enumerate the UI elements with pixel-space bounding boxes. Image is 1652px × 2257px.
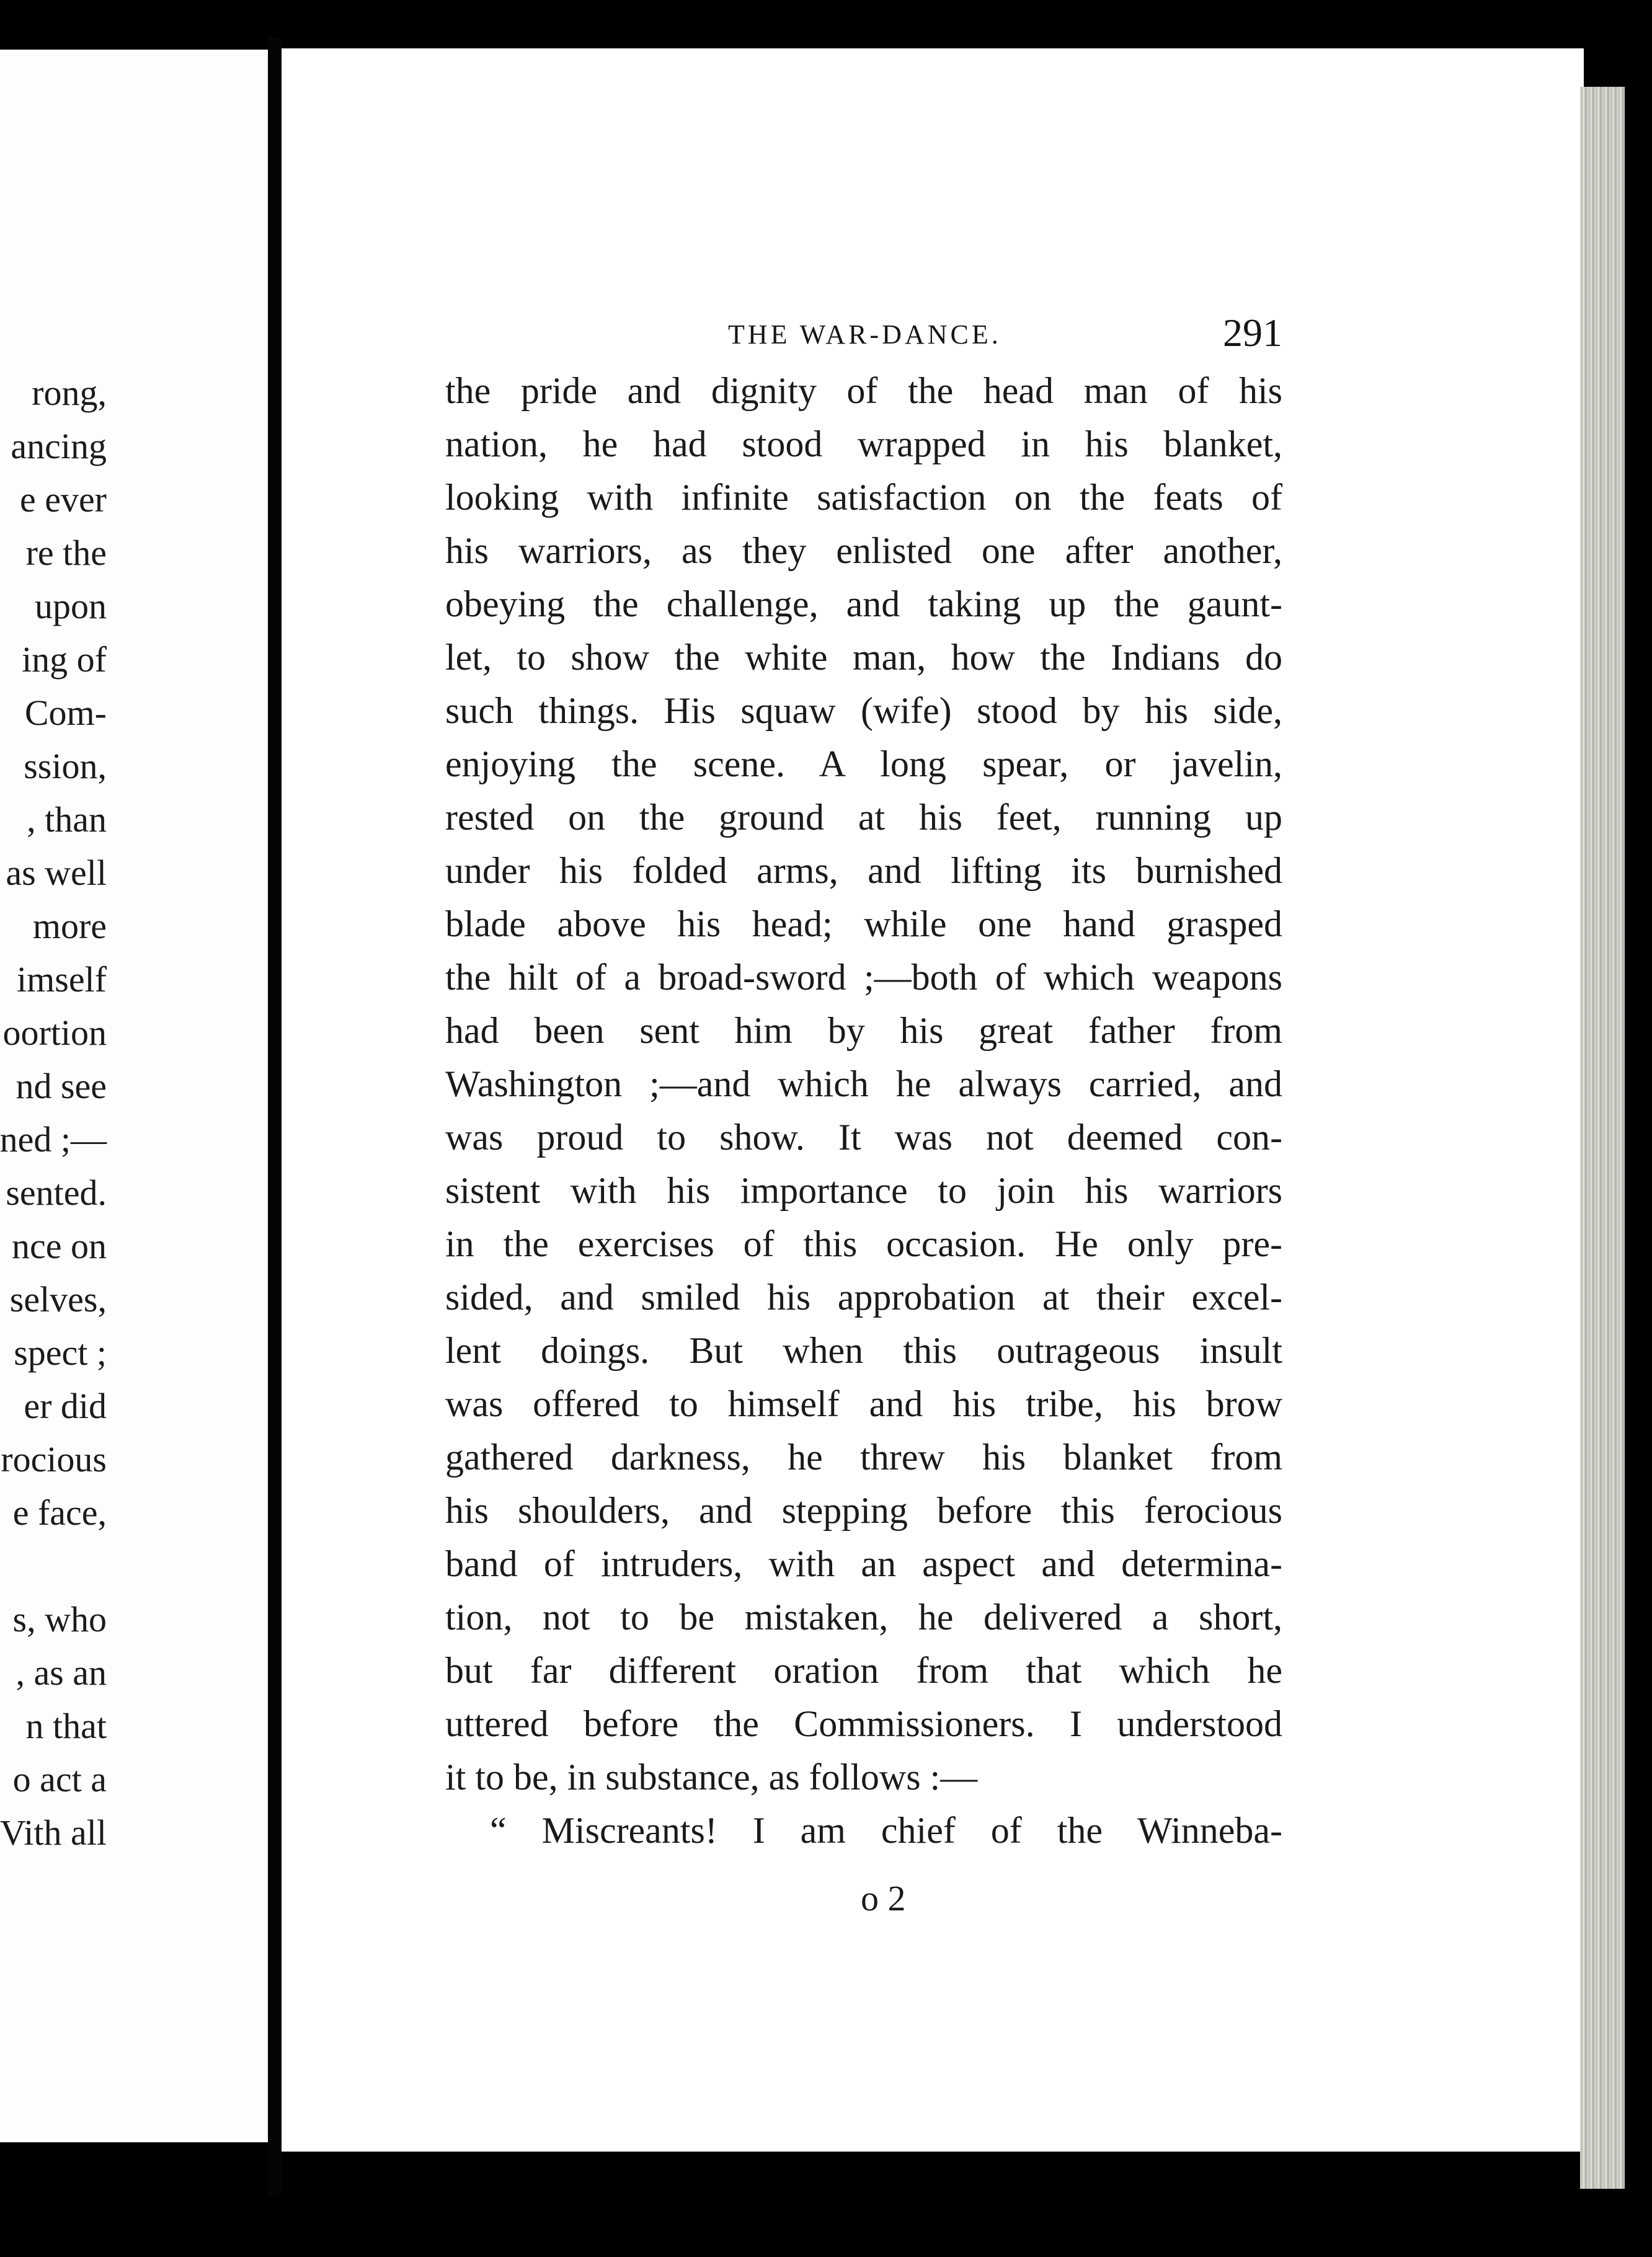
left-page-line: e face,	[12, 1492, 107, 1533]
signature-mark: o 2	[861, 1878, 906, 1918]
left-page-line: ssion,	[24, 746, 107, 786]
body-line: “ Miscreants! I am chief of the Winneba-	[490, 1810, 1282, 1851]
running-head	[282, 310, 1584, 360]
body-line: rested on the ground at his feet, running up	[445, 797, 1282, 838]
body-line: band of intruders, with an aspect and determina-	[445, 1543, 1282, 1584]
left-page-line: oortion	[2, 1013, 107, 1053]
left-page-line: more	[32, 906, 107, 946]
body-line: his shoulders, and stepping before this ferocious	[445, 1490, 1282, 1531]
left-page-line: ing of	[22, 639, 107, 680]
body-line: under his folded arms, and lifting its burnished	[445, 850, 1282, 891]
left-page-line: Vith all	[0, 1812, 107, 1853]
body-line: sistent with his importance to join his warriors	[445, 1170, 1282, 1211]
body-line: the pride and dignity of the head man of his	[445, 370, 1282, 411]
left-page-line: o act a	[12, 1759, 107, 1799]
left-page-line: s, who	[12, 1599, 107, 1639]
body-line: such things. His squaw (wife) stood by his side,	[445, 690, 1282, 731]
left-page-line: sented.	[6, 1173, 107, 1213]
left-page-line: nce on	[12, 1226, 107, 1266]
left-page-line: rocious	[1, 1439, 107, 1479]
body-line: tion, not to be mistaken, he delivered a short,	[445, 1597, 1282, 1638]
left-facing-page	[0, 50, 268, 2142]
body-line: enjoying the scene. A long spear, or javelin,	[445, 743, 1282, 784]
body-line: the hilt of a broad-sword ;—both of which weapons	[445, 957, 1282, 998]
left-page-line: upon	[35, 586, 107, 626]
running-title: THE WAR-DANCE.	[728, 319, 1001, 350]
left-page-line: re the	[25, 533, 107, 573]
body-line: was offered to himself and his tribe, his brow	[445, 1383, 1282, 1424]
left-page-line: ancing	[11, 426, 107, 466]
body-line: looking with infinite satisfaction on the feats of	[445, 477, 1282, 518]
left-page-line: selves,	[9, 1279, 107, 1319]
book-gutter	[268, 37, 282, 2195]
body-line: it to be, in substance, as follows :—	[445, 1757, 978, 1798]
body-line: sided, and smiled his approbation at their excel-	[445, 1277, 1282, 1318]
left-page-line: er did	[24, 1386, 107, 1426]
body-line: his warriors, as they enlisted one after another,	[445, 530, 1282, 571]
left-page-line: rong,	[32, 373, 107, 413]
body-line: Washington ;—and which he always carried, and	[445, 1063, 1282, 1104]
body-line: nation, he had stood wrapped in his blanket,	[445, 423, 1282, 464]
body-line: obeying the challenge, and taking up the gaunt-	[445, 583, 1282, 624]
left-page-line: , than	[27, 799, 107, 840]
body-line: let, to show the white man, how the Indians do	[445, 637, 1282, 678]
left-page-line: spect ;	[14, 1332, 107, 1373]
body-line: gathered darkness, he threw his blanket from	[445, 1437, 1282, 1478]
body-line: had been sent him by his great father from	[445, 1010, 1282, 1051]
left-page-line: e ever	[19, 479, 107, 520]
body-line: lent doings. But when this outrageous insult	[445, 1330, 1282, 1371]
page-number: 291	[1223, 311, 1282, 355]
left-page-line: n that	[25, 1706, 107, 1746]
body-line: but far different oration from that which he	[445, 1650, 1282, 1691]
left-page-line: nd see	[16, 1066, 107, 1106]
left-page-line: , as an	[16, 1652, 107, 1693]
body-line: uttered before the Commissioners. I understood	[445, 1703, 1282, 1744]
left-page-line: ned ;—	[0, 1119, 107, 1160]
body-line: was proud to show. It was not deemed con-	[445, 1117, 1282, 1158]
body-line: in the exercises of this occasion. He only pre-	[445, 1223, 1282, 1264]
left-page-line: as well	[6, 853, 107, 893]
page-edge	[1580, 87, 1625, 2189]
left-page-line: imself	[17, 959, 107, 1000]
body-line: blade above his head; while one hand grasped	[445, 903, 1282, 944]
left-page-line: Com-	[24, 693, 107, 733]
